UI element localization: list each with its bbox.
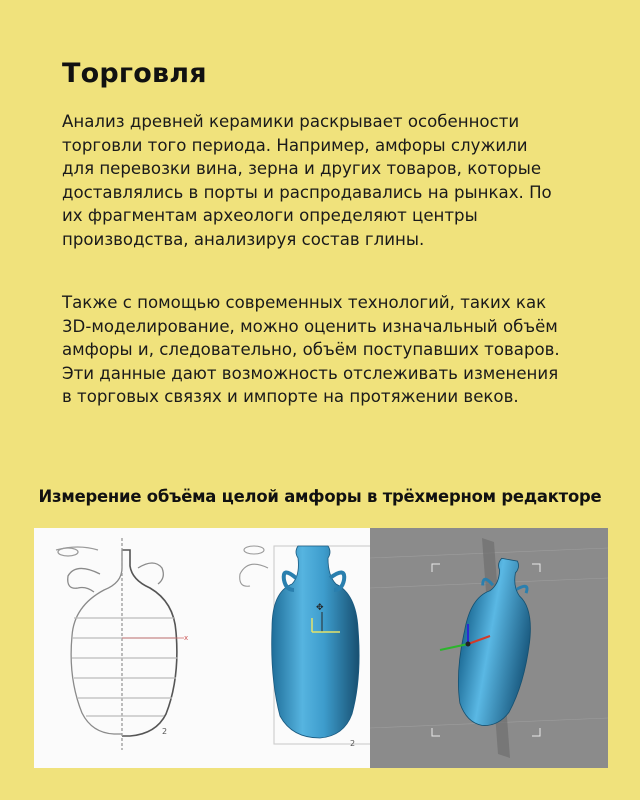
amphora-drawing-panel: [34, 528, 202, 768]
amphora-figure: [34, 528, 608, 768]
scale-label: 2: [350, 739, 356, 748]
figure-caption: Измерение объёма целой амфоры в трёхмерном редакторе: [38, 487, 602, 506]
scale-label: 2: [162, 727, 168, 736]
paragraph-2: Также с помощью современных технологий, таких как 3D-моделирование, можно оценить изначальный объём амфоры и, следовательно, объём поступавших товаров. Эти данные дают возможность отслеживать изменения в торговых связях и импорте на протяжении веков.: [62, 293, 560, 407]
svg-text:✥: ✥: [316, 603, 324, 613]
page-title: Торговля: [62, 58, 207, 89]
amphora-3d-model-panel: [202, 528, 370, 768]
axis-x-label: x: [184, 634, 189, 642]
paragraph-1: Анализ древней керамики раскрывает особенности торговли того периода. Например, амфоры служили для перевозки вина, зерна и других товаров, которые доставлялись в порты и распродавались на рынках. По их фрагментам археологи определяют центры производства, анализируя состав глины.: [62, 112, 552, 249]
amphora-3d-viewport-panel: [370, 528, 608, 768]
